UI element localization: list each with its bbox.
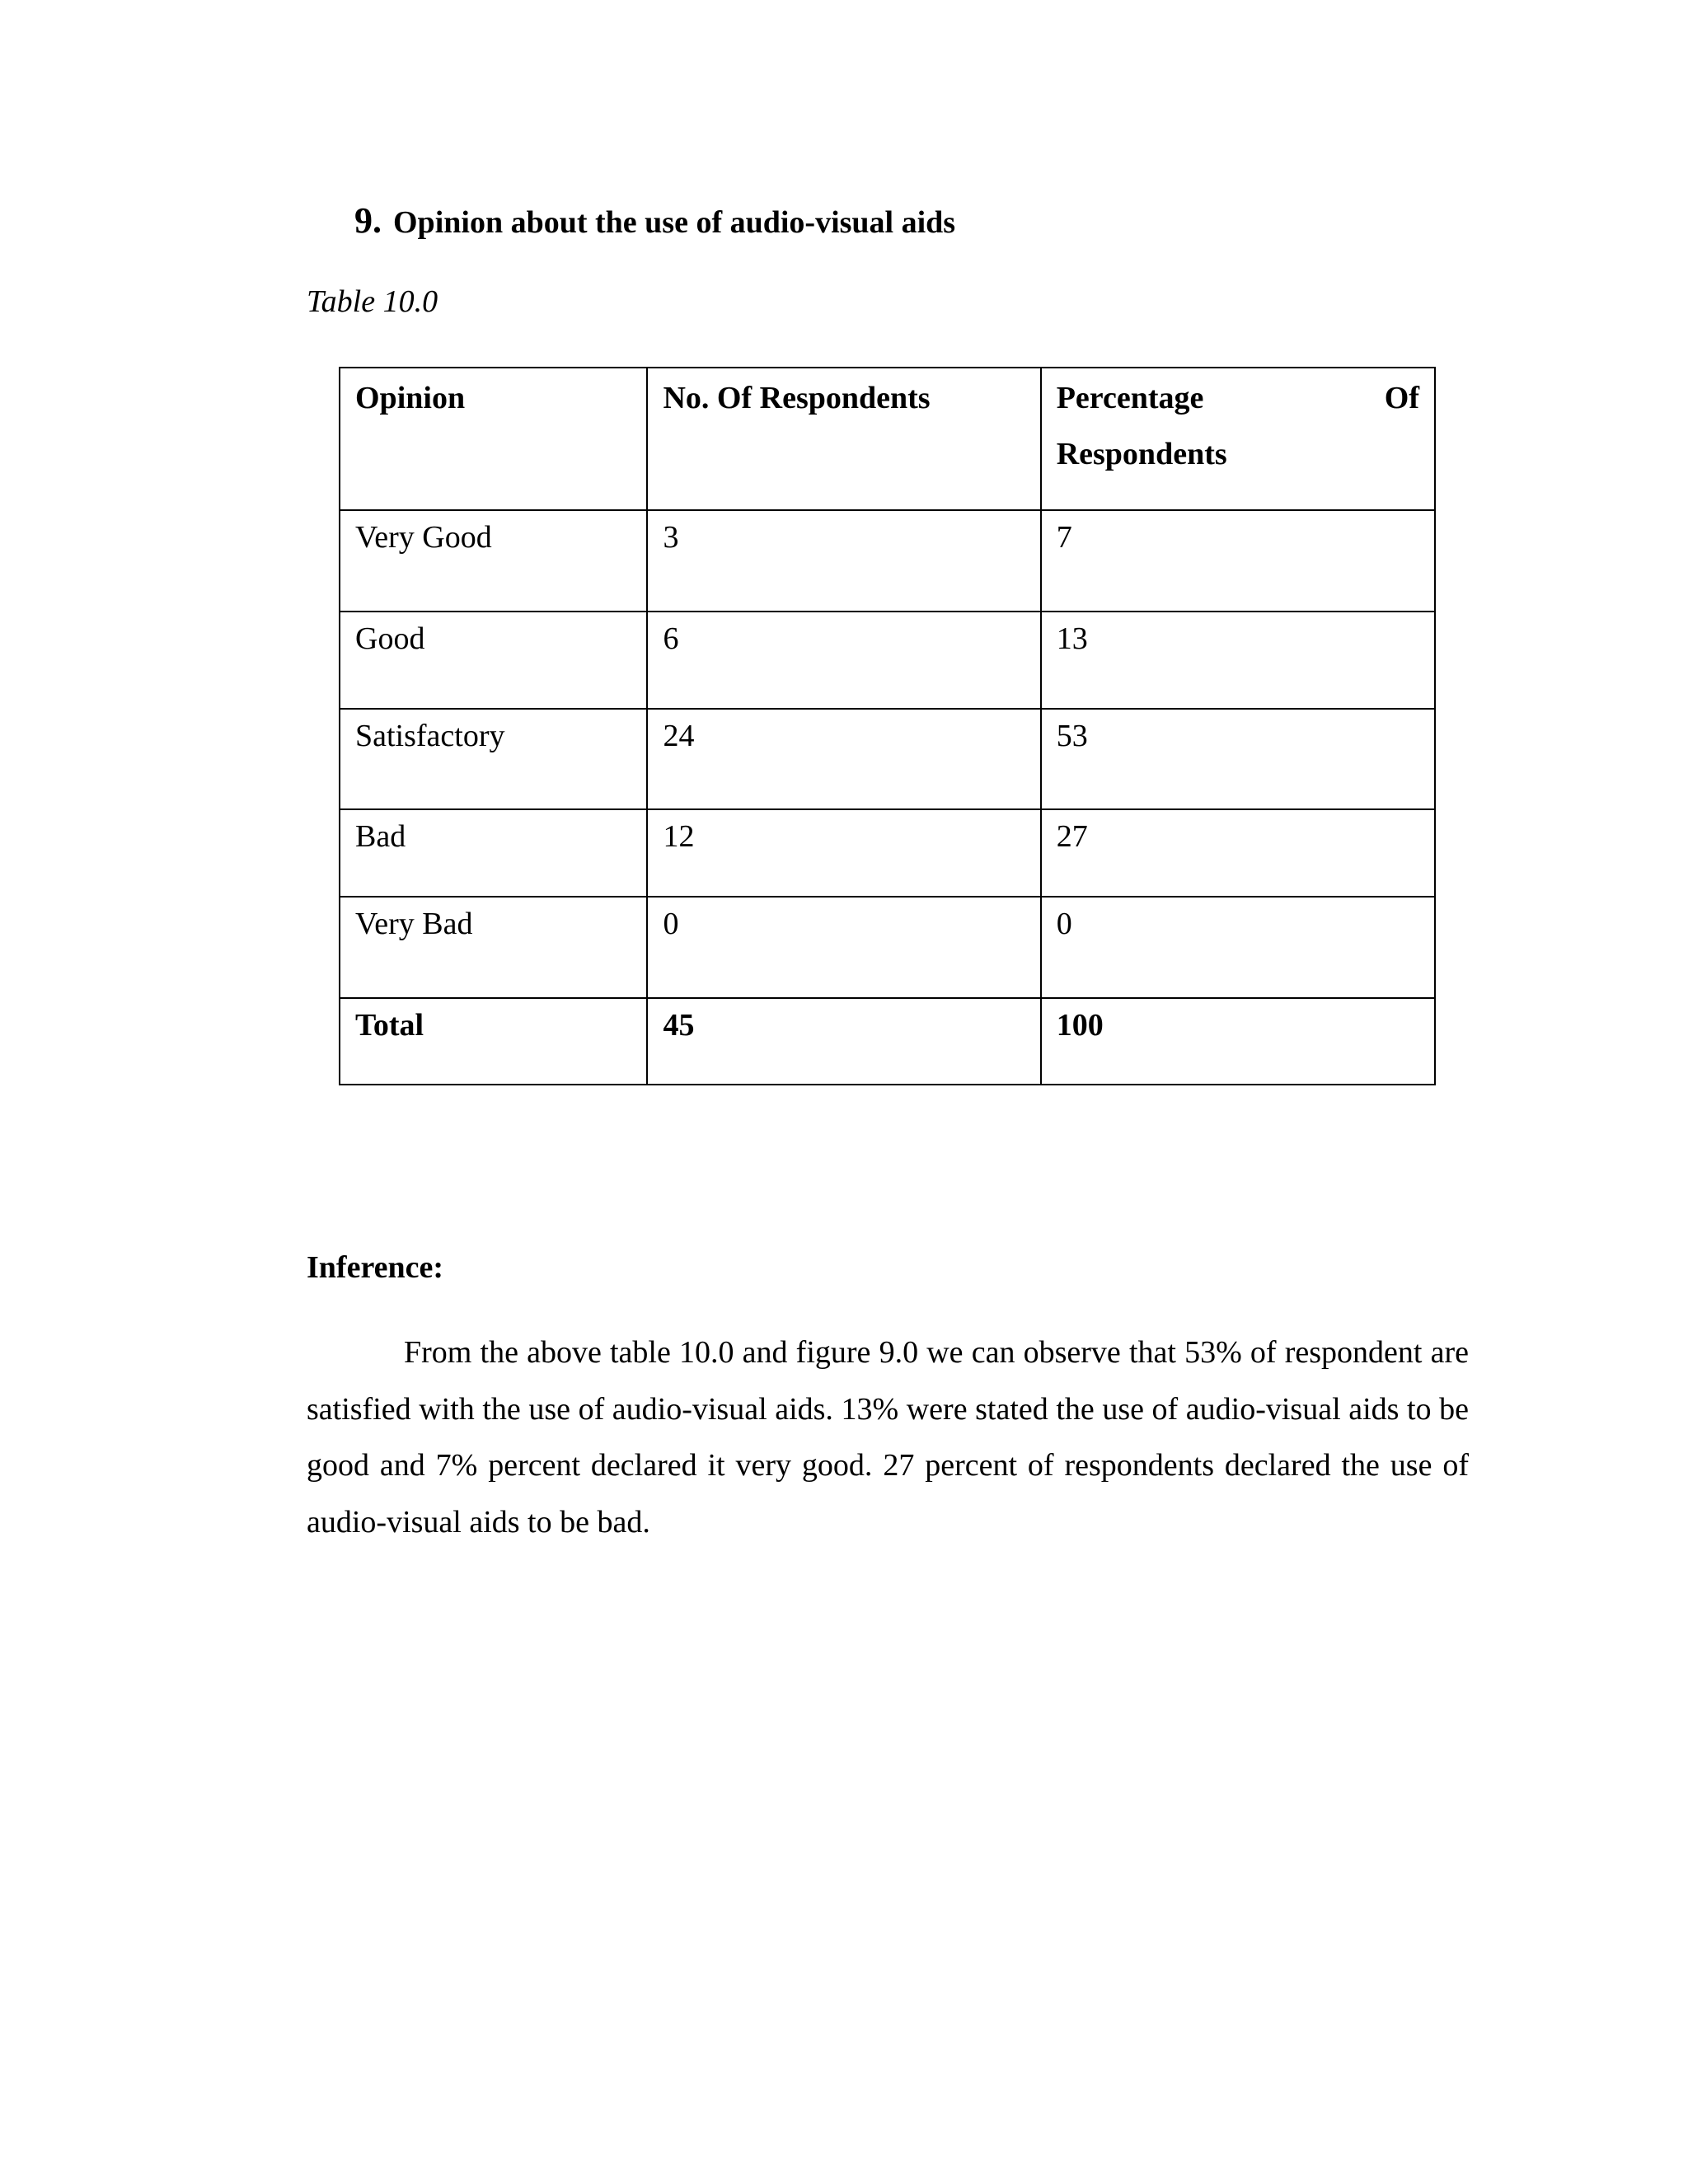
cell-percentage: 53 xyxy=(1041,709,1435,809)
cell-respondents: 6 xyxy=(647,612,1040,709)
cell-percentage: 27 xyxy=(1041,809,1435,897)
header-opinion: Opinion xyxy=(340,368,647,510)
cell-opinion: Bad xyxy=(340,809,647,897)
header-percentage xyxy=(1041,368,1435,510)
section-number: 9. xyxy=(354,200,382,241)
inference-title: Inference: xyxy=(307,1250,444,1285)
cell-respondents: 0 xyxy=(647,897,1040,998)
table-row xyxy=(340,612,1435,709)
cell-percentage: 7 xyxy=(1041,510,1435,612)
table-row xyxy=(340,809,1435,897)
opinion-table xyxy=(339,367,1436,1085)
cell-opinion: Very Bad xyxy=(340,897,647,998)
cell-opinion: Satisfactory xyxy=(340,709,647,809)
table-row xyxy=(340,709,1435,809)
total-label: Total xyxy=(340,998,647,1085)
inference-paragraph: From the above table 10.0 and figure 9.0 we can observe that 53% of respondent are satisfied with the use of audio-visual aids. 13% were stated the use of audio-visual aids to be good and 7% percent declared it very good. 27 percent of respondents declared the use of audio-visual aids to be bad. xyxy=(307,1335,1469,1540)
table-header-row xyxy=(340,368,1435,510)
header-percentage-word2: Of xyxy=(1384,381,1419,415)
table-caption: Table 10.0 xyxy=(307,284,438,319)
cell-respondents: 3 xyxy=(647,510,1040,612)
cell-percentage: 0 xyxy=(1041,897,1435,998)
section-heading xyxy=(354,194,955,249)
header-percentage-word1: Percentage xyxy=(1056,381,1204,415)
header-percentage-word3: Respondents xyxy=(1056,437,1227,471)
cell-opinion: Good xyxy=(340,612,647,709)
table-row xyxy=(340,897,1435,998)
cell-respondents: 24 xyxy=(647,709,1040,809)
table-total-row xyxy=(340,998,1435,1085)
cell-respondents: 12 xyxy=(647,809,1040,897)
total-respondents: 45 xyxy=(647,998,1040,1085)
section-title: Opinion about the use of audio-visual aids xyxy=(393,205,956,240)
cell-percentage: 13 xyxy=(1041,612,1435,709)
total-percentage: 100 xyxy=(1041,998,1435,1085)
table-row xyxy=(340,510,1435,612)
cell-opinion: Very Good xyxy=(340,510,647,612)
header-respondents: No. Of Respondents xyxy=(647,368,1040,510)
